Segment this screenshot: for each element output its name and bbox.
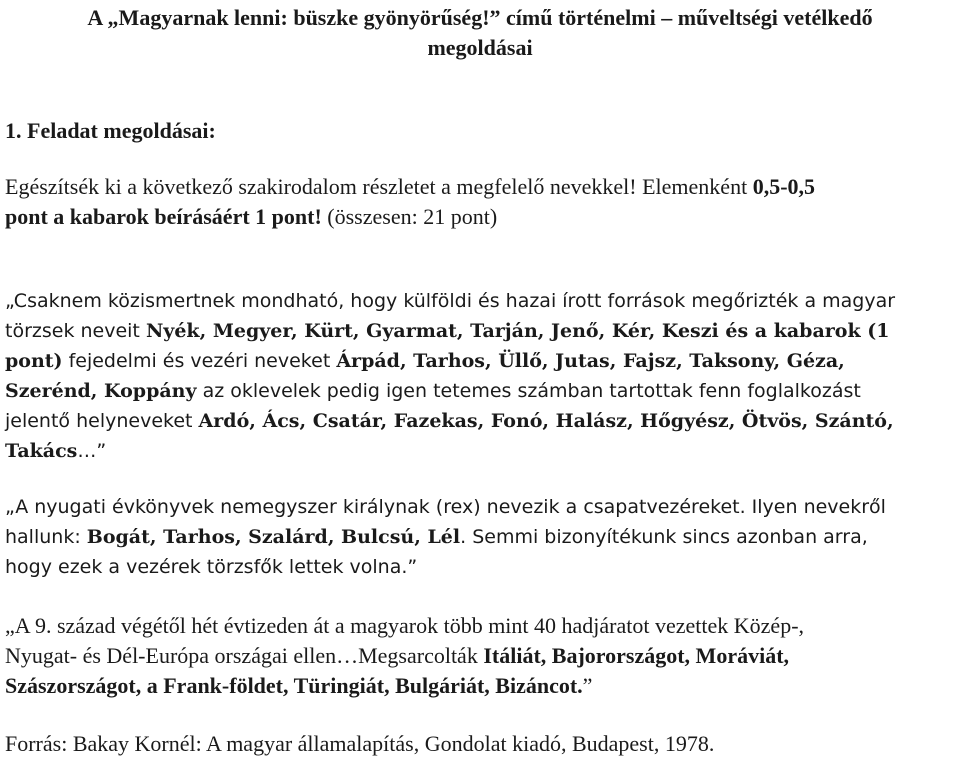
instructions-score-note: pont a kabarok beírásáért 1 pont! bbox=[5, 204, 322, 229]
leader-names: Árpád, Tarhos, Üllő, Jutas, Fajsz, Taksony, Géza, bbox=[336, 350, 845, 372]
leader-names-continued: Szerénd, Koppány bbox=[5, 380, 197, 402]
section-heading: 1. Feladat megoldásai: bbox=[5, 118, 216, 143]
quote-paragraph-1 bbox=[5, 286, 960, 466]
instructions-paragraph bbox=[5, 172, 960, 232]
quote2-line-3: hogy ezek a vezérek törzsfők lettek volna.” bbox=[5, 556, 418, 578]
instructions-line-1 bbox=[5, 172, 960, 202]
quote-paragraph-3 bbox=[5, 611, 960, 701]
quote1-line-3 bbox=[5, 346, 960, 376]
place-names: Ardó, Ács, Csatár, Fazekas, Fonó, Halász, Hőgyész, Ötvös, Szántó, bbox=[198, 410, 894, 432]
quote3-end: ” bbox=[582, 673, 593, 698]
quote3-line-1: „A 9. század végétől hét évtizeden át a magyarok több mint 40 hadjáratot vezettek Közép-, bbox=[5, 613, 805, 638]
quote1-text: törzsek neveit bbox=[5, 320, 146, 342]
quote1-line-4 bbox=[5, 376, 960, 406]
quote2-text: . Semmi bizonyítékunk sincs azonban arra, bbox=[460, 526, 868, 548]
instructions-score: 0,5-0,5 bbox=[752, 174, 816, 199]
country-names-continued: Szászországot, a Frank-földet, Türingiát, Bulgáriát, Bizáncot. bbox=[5, 673, 583, 698]
quote3-line-3 bbox=[5, 671, 960, 701]
tribe-names: Nyék, Megyer, Kürt, Gyarmat, Tarján, Jenő, Kér, Keszi és a kabarok (1 bbox=[145, 320, 890, 342]
title-line-2: megoldásai bbox=[427, 35, 533, 60]
king-names: Bogát, Tarhos, Szalárd, Bulcsú, Lél bbox=[86, 526, 461, 548]
quote1-end: …” bbox=[77, 440, 107, 462]
quote1-text: jelentő helyneveket bbox=[5, 410, 199, 432]
quote-paragraph-2 bbox=[5, 492, 960, 582]
quote1-line-1: „Csaknem közismertnek mondható, hogy külföldi és hazai írott források megőrizték a magyar bbox=[5, 290, 896, 312]
quote3-text: Nyugat- és Dél-Európa országai ellen…Megsarcolták bbox=[5, 643, 484, 668]
quote1-text: az oklevelek pedig igen tetemes számban tartottak fenn foglalkozást bbox=[196, 380, 861, 402]
document-title bbox=[0, 2, 960, 62]
quote1-line-2 bbox=[5, 316, 960, 346]
source-citation: Forrás: Bakay Kornél: A magyar államalapítás, Gondolat kiadó, Budapest, 1978. bbox=[5, 731, 715, 756]
kabar-score: pont) bbox=[5, 350, 63, 372]
place-names-continued: Takács bbox=[5, 440, 78, 462]
country-names: Itáliát, Bajorországot, Moráviát, bbox=[483, 643, 790, 668]
instructions-line-2 bbox=[5, 202, 960, 232]
quote2-line-1: „A nyugati évkönyvek nemegyszer királynak (rex) nevezik a csapatvezéreket. Ilyen nevekről bbox=[5, 496, 886, 518]
quote3-line-2 bbox=[5, 641, 960, 671]
instructions-text: Egészítsék ki a következő szakirodalom részletet a megfelelő nevekkel! Elemenként bbox=[5, 174, 753, 199]
quote1-line-5 bbox=[5, 406, 960, 436]
quote1-text: fejedelmi és vezéri neveket bbox=[62, 350, 337, 372]
quote2-line-2 bbox=[5, 522, 960, 552]
quote1-line-6 bbox=[5, 436, 960, 466]
quote2-text: hallunk: bbox=[5, 526, 87, 548]
title-line-1: A „Magyarnak lenni: büszke gyönyörűség!” című történelmi – műveltségi vetélkedő bbox=[87, 5, 873, 30]
instructions-total: (összesen: 21 pont) bbox=[321, 204, 498, 229]
